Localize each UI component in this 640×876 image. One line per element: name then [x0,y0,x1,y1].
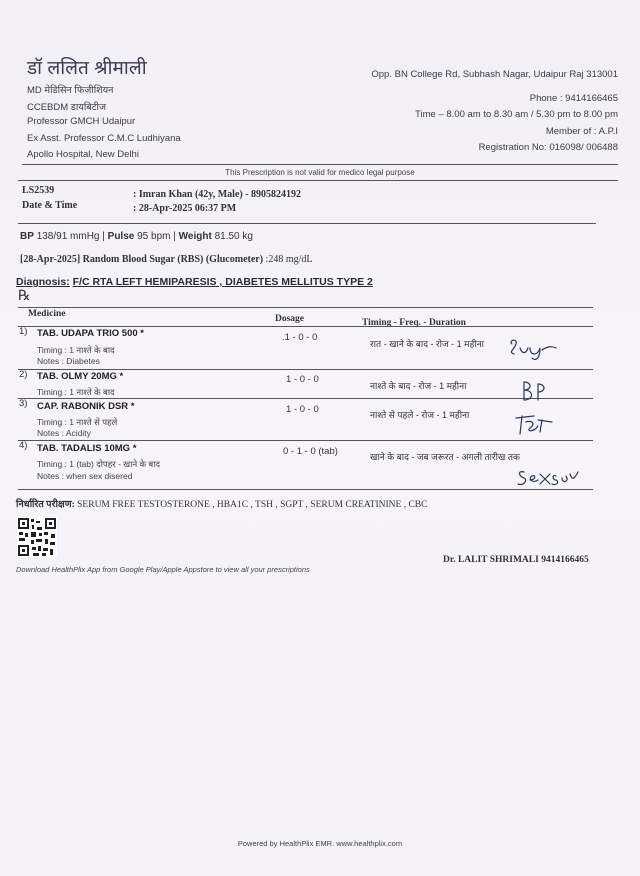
weight-label: Weight [178,231,212,242]
row-number: 1) [19,326,28,337]
diagnosis-label: Diagnosis: [16,276,70,288]
qualification-line: Professor GMCH Udaipur [27,116,136,127]
row-number: 2) [19,369,28,380]
legal-note: This Prescription is not valid for medico legal purpose [225,168,415,177]
diagnosis-line [16,276,373,288]
row-number: 3) [19,398,28,409]
rbs-line [20,254,313,265]
bp-value: 138/91 mmHg [36,231,100,242]
clinic-address: Opp. BN College Rd, Subhash Nagar, Udaipur Raj 313001 [371,69,618,80]
date-value: : 28-Apr-2025 06:37 PM [133,203,237,214]
timing-line: Timing : 1 नाश्ते से पहले [37,417,118,427]
qualification-line: Ex Asst. Professor C.M.C Ludhiyana [27,133,181,144]
handwritten-bp-icon [520,380,548,402]
medicine-name: TAB. UDAPA TRIO 500 * [37,328,144,339]
weight-value: 81.50 kg [214,231,253,242]
clinic-timing: Time – 8.00 am to 8.30 am / 5.30 pm to 8.00 pm [415,109,618,120]
date-label: Date & Time [22,200,78,211]
footer-powered-by: Powered by HealthPlix EMR. www.healthplix.com [237,839,403,848]
handwritten-sugar-icon [508,338,558,360]
schedule-value: रात - खाने के बाद - रोज - 1 महीना [370,339,485,349]
divider [22,164,618,165]
handwritten-sex-icon [516,466,580,488]
dosage-value: .1 - 0 - 0 [282,332,318,343]
rx-symbol: ℞ [18,289,31,304]
medicine-name: CAP. RABONIK DSR * [37,401,135,412]
patient-details: : Imran Khan (42y, Male) - 8905824192 [133,189,302,200]
patient-id: LS2539 [22,185,55,196]
divider [18,326,593,327]
divider [18,307,593,308]
qr-code-icon [17,517,57,557]
diagnosis-value: F/C RTA LEFT HEMIPARESIS , DIABETES MELLITUS TYPE 2 [72,276,373,288]
doctor-signature: Dr. LALIT SHRIMALI 9414166465 [443,555,589,565]
divider [18,440,593,441]
rbs-label: [28-Apr-2025] Random Blood Sugar (RBS) (Glucometer) [20,254,264,265]
notes-line: Notes : when sex disered [37,471,133,481]
medicine-header: Medicine [28,309,66,319]
schedule-value: नाश्ते के बाद - रोज - 1 महीना [370,381,467,391]
medicine-name: TAB. OLMY 20MG * [37,371,124,382]
download-note: Download HealthPlix App from Google Play/Apple Appstore to view all your prescriptions [16,565,310,574]
medicine-name: TAB. TADALIS 10MG * [37,443,137,454]
dosage-header: Dosage [275,314,305,324]
timing-line: Timing : 1 (tab) दोपहर - खाने के बाद [37,459,160,469]
divider [18,489,593,490]
clinic-phone: Phone : 9414166465 [529,93,618,104]
vitals-line: BP 138/91 mmHg | Pulse 95 bpm | Weight 81.50 kg [20,231,253,242]
notes-line: Notes : Acidity [37,428,91,438]
timing-line: Timing : 1 नाश्ते के बाद [37,345,115,355]
doctor-name: डॉ ललित श्रीमाली [27,58,147,79]
pulse-value: 95 bpm [137,231,171,242]
tests-line [16,497,427,510]
qualification-line: CCEBDM डायबिटीज [27,102,107,113]
registration-number: Registration No: 016098/ 006488 [478,142,618,153]
pulse-label: Pulse [107,231,135,242]
divider [18,223,596,224]
dosage-value: 0 - 1 - 0 (tab) [283,446,338,457]
divider [18,398,593,399]
rbs-value: :248 mg/dL [265,254,313,265]
divider [18,369,593,370]
timing-line: Timing : 1 नाश्ते के बाद [37,387,115,397]
timing-header: Timing - Freq. - Duration [362,318,466,328]
row-number: 4) [19,440,28,451]
qualification-line: MD मेडिसिन फिजीशियन [27,85,114,96]
handwritten-acidity-icon [514,412,554,436]
dosage-value: 1 - 0 - 0 [286,404,319,415]
tests-label: निर्धारित परीक्षण: [16,500,75,510]
membership: Member of : A.P.I [545,126,618,137]
bp-label: BP [20,231,34,242]
tests-value: SERUM FREE TESTOSTERONE , HBA1C , TSH , SGPT , SERUM CREATININE , CBC [77,500,428,510]
dosage-value: 1 - 0 - 0 [286,374,319,385]
schedule-value: खाने के बाद - जब जरूरत - अगली तारीख तक [370,452,520,462]
schedule-value: नाश्ते से पहले - रोज - 1 महीना [370,410,470,420]
qualification-line: Apollo Hospital, New Delhi [27,149,139,160]
divider [18,180,618,181]
notes-line: Notes : Diabetes [37,356,100,366]
